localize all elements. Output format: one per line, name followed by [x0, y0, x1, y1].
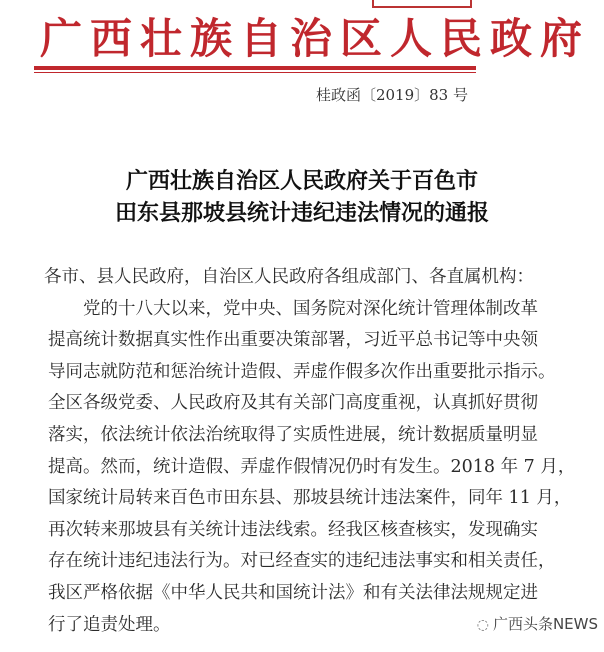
body-line: 全区各级党委、人民政府及其有关部门高度重视，认真抓好贯彻 — [48, 393, 538, 414]
issuing-authority-header: 广西壮族自治区人民政府 — [40, 14, 591, 63]
watermark — [477, 614, 598, 634]
document-title-line-2: 田东县那坡县统计违纪违法情况的通报 — [114, 200, 489, 226]
body-line: 国家统计局转来百色市田东县、那坡县统计违法案件，同年 11 月， — [48, 488, 572, 509]
body-line: 再次转来那坡县有关统计违法线索。经我区核查核实，发现确实 — [48, 519, 538, 540]
watermark-text: 广西头条NEWS — [492, 615, 598, 633]
red-divider-thin — [34, 72, 476, 73]
body-line: 提高统计数据真实性作出重要决策部署，习近平总书记等中央领 — [48, 330, 538, 351]
body-line: 导同志就防范和惩治统计造假、弄虚作假多次作出重要批示指示。 — [48, 361, 556, 382]
body-line: 提高。然而，统计造假、弄虚作假情况仍时有发生。2018 年 7 月， — [48, 456, 576, 477]
body-line: 各市、县人民政府，自治区人民政府各组成部门、各直属机构： — [44, 267, 534, 287]
document-title-line-1: 广西壮族自治区人民政府关于百色市 — [125, 168, 478, 194]
document-number: 桂政函〔2019〕83 号 — [315, 86, 468, 104]
date-stamp-box — [372, 0, 472, 8]
body-line: 行了追责处理。 — [48, 614, 171, 635]
wechat-icon: ◌ — [476, 617, 489, 633]
body-line: 存在统计违纪违法行为。对已经查实的违纪违法事实和相关责任， — [48, 551, 556, 572]
body-line: 落实，依法统计依法治统取得了实质性进展，统计数据质量明显 — [48, 425, 538, 445]
body-line: 我区严格依据《中华人民共和国统计法》和有关法律法规规定进 — [48, 583, 538, 603]
red-divider — [34, 66, 476, 70]
body-line: 党的十八大以来，党中央、国务院对深化统计管理体制改革 — [48, 298, 538, 319]
